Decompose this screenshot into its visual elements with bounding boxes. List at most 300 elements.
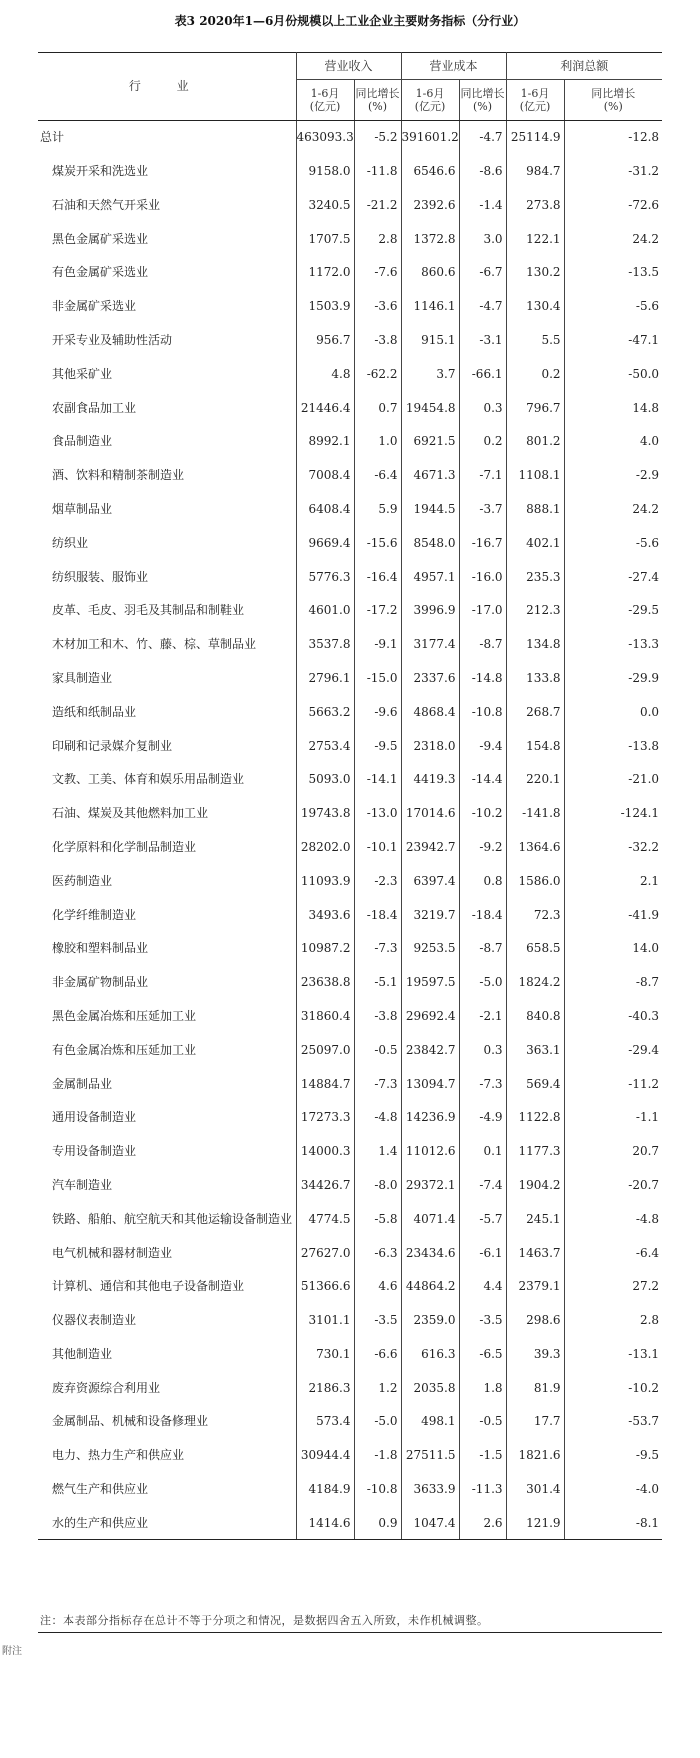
- revenue-growth-cell: -5.8: [354, 1202, 401, 1236]
- cost-cell: 616.3: [401, 1337, 459, 1371]
- industry-name: 黑色金属矿采选业: [52, 231, 149, 246]
- revenue-growth-cell: -9.5: [354, 729, 401, 763]
- cost-cell: 3633.9: [401, 1472, 459, 1506]
- cost-growth-cell: -4.9: [459, 1101, 506, 1135]
- profit-growth-cell: -40.3: [564, 999, 662, 1033]
- cost-header: 营业成本: [401, 53, 506, 80]
- cost-cell: 915.1: [401, 323, 459, 357]
- industry-name: 橡胶和塑料制品业: [52, 941, 149, 956]
- table-row: [38, 188, 662, 222]
- cost-cell: 2337.6: [401, 661, 459, 695]
- table-note: 注：本表部分指标存在总计不等于分项之和情况，是数据四舍五入所致，未作机械调整。: [40, 1614, 489, 1627]
- profit-growth-cell: -41.9: [564, 898, 662, 932]
- industry-name: 纺织服装、服饰业: [52, 569, 149, 584]
- profit-growth-cell: -13.1: [564, 1337, 662, 1371]
- cost-growth-cell: -8.7: [459, 932, 506, 966]
- revenue-growth-cell: 1.0: [354, 425, 401, 459]
- revenue-cell: 17273.3: [296, 1101, 354, 1135]
- cost-growth-cell: -3.1: [459, 323, 506, 357]
- revenue-cell: 5663.2: [296, 695, 354, 729]
- table-row: [38, 1202, 662, 1236]
- revenue-growth-cell: 0.9: [354, 1506, 401, 1540]
- table-row: [38, 425, 662, 459]
- note-divider: [38, 1632, 662, 1633]
- profit-cell: 81.9: [506, 1371, 564, 1405]
- cost-growth-cell: -0.5: [459, 1405, 506, 1439]
- profit-growth-cell: -4.0: [564, 1472, 662, 1506]
- cost-cell: 6921.5: [401, 425, 459, 459]
- table-row: [38, 492, 662, 526]
- table-row: [38, 932, 662, 966]
- profit-cell: 840.8: [506, 999, 564, 1033]
- revenue-growth-cell: -15.0: [354, 661, 401, 695]
- cost-growth-cell: -6.5: [459, 1337, 506, 1371]
- cost-growth-header: [459, 80, 506, 121]
- profit-cell: 72.3: [506, 898, 564, 932]
- industry-name: 造纸和纸制品业: [52, 704, 137, 719]
- sub-header-label: 同比增长 (%): [355, 86, 400, 113]
- industry-name: 农副食品加工业: [52, 400, 137, 415]
- cost-cell: 9253.5: [401, 932, 459, 966]
- revenue-cell: 6408.4: [296, 492, 354, 526]
- cost-cell: 2318.0: [401, 729, 459, 763]
- profit-cell: 121.9: [506, 1506, 564, 1540]
- sub-header-label: 1-6月 (亿元): [519, 86, 551, 113]
- profit-cell: 801.2: [506, 425, 564, 459]
- revenue-cell: 23638.8: [296, 965, 354, 999]
- profit-growth-cell: 2.1: [564, 864, 662, 898]
- profit-cell: 1586.0: [506, 864, 564, 898]
- revenue-growth-cell: -7.6: [354, 256, 401, 290]
- revenue-growth-cell: 2.8: [354, 222, 401, 256]
- profit-cell: 1177.3: [506, 1134, 564, 1168]
- industry-name: 仪器仪表制造业: [52, 1313, 137, 1328]
- industry-name: 有色金属冶炼和压延加工业: [52, 1042, 197, 1057]
- cost-cell: 2392.6: [401, 188, 459, 222]
- profit-growth-cell: 4.0: [564, 425, 662, 459]
- financial-table-container: [38, 52, 662, 1540]
- industry-name: 有色金属矿采选业: [52, 265, 149, 280]
- profit-cell: 134.8: [506, 627, 564, 661]
- table-row: [38, 256, 662, 290]
- cost-growth-cell: -3.5: [459, 1303, 506, 1337]
- profit-cell: 5.5: [506, 323, 564, 357]
- revenue-cell: 14884.7: [296, 1067, 354, 1101]
- profit-cell: 888.1: [506, 492, 564, 526]
- industry-name: 电力、热力生产和供应业: [52, 1448, 185, 1463]
- profit-cell: 2379.1: [506, 1270, 564, 1304]
- industry-name: 金属制品、机械和设备修理业: [52, 1414, 209, 1429]
- cost-cell: 4957.1: [401, 560, 459, 594]
- industry-name: 燃气生产和供应业: [52, 1482, 149, 1497]
- table-row: [38, 864, 662, 898]
- revenue-cell: 27627.0: [296, 1236, 354, 1270]
- table-row: [38, 1101, 662, 1135]
- profit-growth-cell: -29.5: [564, 594, 662, 628]
- revenue-cell: 4.8: [296, 357, 354, 391]
- table-row: [38, 289, 662, 323]
- cost-growth-cell: -9.4: [459, 729, 506, 763]
- table-row: [38, 1472, 662, 1506]
- cost-cell: 1944.5: [401, 492, 459, 526]
- revenue-cell: 30944.4: [296, 1439, 354, 1473]
- profit-growth-cell: -4.8: [564, 1202, 662, 1236]
- profit-cell: 1824.2: [506, 965, 564, 999]
- cost-growth-cell: 0.8: [459, 864, 506, 898]
- sub-header-label: 1-6月 (亿元): [414, 86, 446, 113]
- revenue-growth-cell: -62.2: [354, 357, 401, 391]
- table-row: [38, 627, 662, 661]
- cost-growth-cell: -7.1: [459, 458, 506, 492]
- profit-cell: 402.1: [506, 526, 564, 560]
- revenue-growth-cell: -5.2: [354, 121, 401, 155]
- revenue-cell: 4774.5: [296, 1202, 354, 1236]
- table-row: [38, 357, 662, 391]
- table-row: [38, 1067, 662, 1101]
- revenue-cell: 573.4: [296, 1405, 354, 1439]
- industry-name: 电气机械和器材制造业: [52, 1245, 173, 1260]
- cost-growth-cell: 3.0: [459, 222, 506, 256]
- cost-growth-cell: -18.4: [459, 898, 506, 932]
- revenue-cell: 8992.1: [296, 425, 354, 459]
- revenue-growth-header: [354, 80, 401, 121]
- table-row: [38, 830, 662, 864]
- profit-growth-cell: 27.2: [564, 1270, 662, 1304]
- profit-growth-cell: -21.0: [564, 763, 662, 797]
- cost-cell: 4071.4: [401, 1202, 459, 1236]
- cost-growth-cell: -14.4: [459, 763, 506, 797]
- profit-growth-cell: -12.8: [564, 121, 662, 155]
- industry-name: 化学纤维制造业: [52, 907, 137, 922]
- profit-growth-cell: -10.2: [564, 1371, 662, 1405]
- industry-name: 家具制造业: [52, 670, 113, 685]
- table-row: [38, 1506, 662, 1540]
- profit-cell: 220.1: [506, 763, 564, 797]
- table-row: [38, 222, 662, 256]
- industry-name: 文教、工美、体育和娱乐用品制造业: [52, 772, 245, 787]
- table-body: [38, 121, 662, 1540]
- industry-name: 食品制造业: [52, 434, 113, 449]
- industry-name: 煤炭开采和洗选业: [52, 164, 149, 178]
- table-row: [38, 154, 662, 188]
- table-row: [38, 1033, 662, 1067]
- industry-name: 专用设备制造业: [52, 1144, 137, 1159]
- profit-cell: 122.1: [506, 222, 564, 256]
- cost-cell: 2359.0: [401, 1303, 459, 1337]
- industry-name: 计算机、通信和其他电子设备制造业: [52, 1279, 245, 1294]
- profit-cell: 130.2: [506, 256, 564, 290]
- table-row: [38, 999, 662, 1033]
- profit-cell: 1821.6: [506, 1439, 564, 1473]
- profit-growth-cell: -13.3: [564, 627, 662, 661]
- revenue-cell: 4184.9: [296, 1472, 354, 1506]
- revenue-growth-cell: -15.6: [354, 526, 401, 560]
- revenue-cell: 3240.5: [296, 188, 354, 222]
- table-row: [38, 1439, 662, 1473]
- cost-cell: 23434.6: [401, 1236, 459, 1270]
- revenue-growth-cell: -0.5: [354, 1033, 401, 1067]
- profit-growth-cell: -5.6: [564, 289, 662, 323]
- industry-name: 非金属矿物制品业: [52, 975, 149, 990]
- industry-name: 非金属矿采选业: [52, 299, 137, 314]
- revenue-growth-cell: -10.8: [354, 1472, 401, 1506]
- industry-name: 皮革、毛皮、羽毛及其制品和制鞋业: [52, 603, 245, 618]
- cost-cell: 1372.8: [401, 222, 459, 256]
- table-row: [38, 965, 662, 999]
- profit-cell: 1904.2: [506, 1168, 564, 1202]
- revenue-cell: 3101.1: [296, 1303, 354, 1337]
- profit-cell: 245.1: [506, 1202, 564, 1236]
- industry-name: 金属制品业: [52, 1076, 113, 1091]
- revenue-cell: 31860.4: [296, 999, 354, 1033]
- profit-cell: 984.7: [506, 154, 564, 188]
- profit-cell: 268.7: [506, 695, 564, 729]
- profit-cell: 1364.6: [506, 830, 564, 864]
- table-row: [38, 594, 662, 628]
- industry-name: 化学原料和化学制品制造业: [52, 839, 197, 854]
- profit-growth-cell: -9.5: [564, 1439, 662, 1473]
- revenue-growth-cell: -6.4: [354, 458, 401, 492]
- profit-growth-cell: -8.7: [564, 965, 662, 999]
- profit-growth-cell: 14.0: [564, 932, 662, 966]
- cost-cell: 19454.8: [401, 391, 459, 425]
- industry-name: 印刷和记录媒介复制业: [52, 738, 173, 753]
- cost-growth-cell: -4.7: [459, 289, 506, 323]
- profit-growth-header: [564, 80, 662, 121]
- revenue-growth-cell: -14.1: [354, 763, 401, 797]
- revenue-growth-cell: -18.4: [354, 898, 401, 932]
- revenue-cell: 21446.4: [296, 391, 354, 425]
- revenue-cell: 19743.8: [296, 796, 354, 830]
- table-row: [38, 729, 662, 763]
- industry-name: 石油和天然气开采业: [52, 197, 161, 212]
- table-row: [38, 1236, 662, 1270]
- cost-growth-cell: -6.1: [459, 1236, 506, 1270]
- cost-cell: 29692.4: [401, 999, 459, 1033]
- revenue-cell: 34426.7: [296, 1168, 354, 1202]
- profit-growth-cell: -47.1: [564, 323, 662, 357]
- revenue-growth-cell: -3.8: [354, 323, 401, 357]
- revenue-growth-cell: -5.0: [354, 1405, 401, 1439]
- revenue-cell: 25097.0: [296, 1033, 354, 1067]
- profit-growth-cell: -11.2: [564, 1067, 662, 1101]
- table-row: [38, 1168, 662, 1202]
- profit-growth-cell: 2.8: [564, 1303, 662, 1337]
- sub-header-label: 同比增长 (%): [460, 86, 505, 113]
- profit-cell: 658.5: [506, 932, 564, 966]
- revenue-growth-cell: -17.2: [354, 594, 401, 628]
- revenue-growth-cell: -11.8: [354, 154, 401, 188]
- revenue-cell: 14000.3: [296, 1134, 354, 1168]
- cost-growth-cell: 0.3: [459, 1033, 506, 1067]
- profit-cell: 1463.7: [506, 1236, 564, 1270]
- cost-growth-cell: 1.8: [459, 1371, 506, 1405]
- profit-cell: 133.8: [506, 661, 564, 695]
- profit-growth-cell: -31.2: [564, 154, 662, 188]
- profit-growth-cell: 14.8: [564, 391, 662, 425]
- cost-growth-cell: -17.0: [459, 594, 506, 628]
- profit-growth-cell: 24.2: [564, 492, 662, 526]
- revenue-growth-cell: -13.0: [354, 796, 401, 830]
- revenue-growth-cell: -21.2: [354, 188, 401, 222]
- cost-growth-cell: -66.1: [459, 357, 506, 391]
- cost-growth-cell: -10.2: [459, 796, 506, 830]
- revenue-growth-cell: 0.7: [354, 391, 401, 425]
- cost-growth-cell: -2.1: [459, 999, 506, 1033]
- profit-cell: -141.8: [506, 796, 564, 830]
- industry-name: 木材加工和木、竹、藤、棕、草制品业: [52, 637, 257, 652]
- cost-cell: 14236.9: [401, 1101, 459, 1135]
- profit-cell: 363.1: [506, 1033, 564, 1067]
- revenue-cell: 10987.2: [296, 932, 354, 966]
- sub-header-label: 1-6月 (亿元): [309, 86, 341, 113]
- table-row: [38, 763, 662, 797]
- cost-growth-cell: 0.3: [459, 391, 506, 425]
- total-row: [38, 121, 662, 155]
- cost-cell: 23942.7: [401, 830, 459, 864]
- industry-name: 其他制造业: [52, 1346, 113, 1361]
- cost-growth-cell: -16.7: [459, 526, 506, 560]
- cost-growth-cell: -9.2: [459, 830, 506, 864]
- revenue-growth-cell: -6.3: [354, 1236, 401, 1270]
- revenue-growth-cell: 5.9: [354, 492, 401, 526]
- profit-cell: 0.2: [506, 357, 564, 391]
- cost-cell: 17014.6: [401, 796, 459, 830]
- revenue-growth-cell: -3.5: [354, 1303, 401, 1337]
- table-row: [38, 560, 662, 594]
- profit-cell: 796.7: [506, 391, 564, 425]
- revenue-cell: 1707.5: [296, 222, 354, 256]
- revenue-cell: 28202.0: [296, 830, 354, 864]
- cost-cell: 23842.7: [401, 1033, 459, 1067]
- revenue-cell: 463093.3: [296, 121, 354, 155]
- revenue-growth-cell: -9.1: [354, 627, 401, 661]
- cost-cell: 2035.8: [401, 1371, 459, 1405]
- cost-growth-cell: -8.7: [459, 627, 506, 661]
- revenue-cell: 7008.4: [296, 458, 354, 492]
- cost-cell: 4419.3: [401, 763, 459, 797]
- cost-growth-cell: -7.4: [459, 1168, 506, 1202]
- industry-name: 医药制造业: [52, 873, 113, 888]
- profit-cell: 39.3: [506, 1337, 564, 1371]
- revenue-cell: 5776.3: [296, 560, 354, 594]
- profit-cell: 17.7: [506, 1405, 564, 1439]
- revenue-cell: 956.7: [296, 323, 354, 357]
- cost-growth-cell: -6.7: [459, 256, 506, 290]
- cost-growth-cell: -5.0: [459, 965, 506, 999]
- profit-cell: 298.6: [506, 1303, 564, 1337]
- cost-growth-cell: -1.4: [459, 188, 506, 222]
- profit-cell: 301.4: [506, 1472, 564, 1506]
- table-row: [38, 526, 662, 560]
- cost-cell: 391601.2: [401, 121, 459, 155]
- cost-cell: 498.1: [401, 1405, 459, 1439]
- industry-name: 黑色金属冶炼和压延加工业: [52, 1008, 197, 1023]
- cost-growth-cell: -7.3: [459, 1067, 506, 1101]
- profit-growth-cell: -29.4: [564, 1033, 662, 1067]
- revenue-growth-cell: 1.4: [354, 1134, 401, 1168]
- table-header: [38, 53, 662, 121]
- revenue-growth-cell: -8.0: [354, 1168, 401, 1202]
- sub-header-label: 同比增长 (%): [591, 86, 636, 113]
- revenue-amount-header: [296, 80, 354, 121]
- revenue-cell: 1172.0: [296, 256, 354, 290]
- cost-growth-cell: -3.7: [459, 492, 506, 526]
- revenue-cell: 730.1: [296, 1337, 354, 1371]
- industry-name: 石油、煤炭及其他燃料加工业: [52, 806, 209, 821]
- profit-growth-cell: -6.4: [564, 1236, 662, 1270]
- cost-growth-cell: -10.8: [459, 695, 506, 729]
- table-row: [38, 1371, 662, 1405]
- profit-growth-cell: -27.4: [564, 560, 662, 594]
- industry-name: 开采专业及辅助性活动: [52, 332, 173, 347]
- revenue-growth-cell: 4.6: [354, 1270, 401, 1304]
- profit-growth-cell: -1.1: [564, 1101, 662, 1135]
- profit-cell: 569.4: [506, 1067, 564, 1101]
- cost-cell: 4671.3: [401, 458, 459, 492]
- industry-name: 废弃资源综合利用业: [52, 1380, 161, 1395]
- cost-growth-cell: 4.4: [459, 1270, 506, 1304]
- table-row: [38, 796, 662, 830]
- profit-growth-cell: -124.1: [564, 796, 662, 830]
- cost-cell: 1047.4: [401, 1506, 459, 1540]
- profit-cell: 1108.1: [506, 458, 564, 492]
- revenue-cell: 2796.1: [296, 661, 354, 695]
- revenue-cell: 2753.4: [296, 729, 354, 763]
- table-row: [38, 695, 662, 729]
- industry-name: 酒、饮料和精制茶制造业: [52, 468, 185, 483]
- revenue-growth-cell: -5.1: [354, 965, 401, 999]
- profit-growth-cell: -13.5: [564, 256, 662, 290]
- cost-growth-cell: -11.3: [459, 1472, 506, 1506]
- cost-growth-cell: -1.5: [459, 1439, 506, 1473]
- cost-cell: 19597.5: [401, 965, 459, 999]
- cost-growth-cell: -4.7: [459, 121, 506, 155]
- revenue-cell: 1503.9: [296, 289, 354, 323]
- profit-cell: 235.3: [506, 560, 564, 594]
- cost-cell: 3996.9: [401, 594, 459, 628]
- cost-growth-cell: -16.0: [459, 560, 506, 594]
- revenue-growth-cell: -3.8: [354, 999, 401, 1033]
- table-row: [38, 661, 662, 695]
- cost-cell: 11012.6: [401, 1134, 459, 1168]
- profit-growth-cell: -32.2: [564, 830, 662, 864]
- cost-cell: 6397.4: [401, 864, 459, 898]
- profit-cell: 25114.9: [506, 121, 564, 155]
- profit-growth-cell: -53.7: [564, 1405, 662, 1439]
- profit-cell: 130.4: [506, 289, 564, 323]
- table-row: [38, 1270, 662, 1304]
- profit-cell: 273.8: [506, 188, 564, 222]
- cost-cell: 8548.0: [401, 526, 459, 560]
- revenue-growth-cell: -10.1: [354, 830, 401, 864]
- industry-name: 通用设备制造业: [52, 1110, 137, 1125]
- cost-growth-cell: 2.6: [459, 1506, 506, 1540]
- industry-header: 行 业: [38, 53, 296, 121]
- table-row: [38, 1134, 662, 1168]
- revenue-growth-cell: -9.6: [354, 695, 401, 729]
- table-row: [38, 1337, 662, 1371]
- industry-name: 烟草制品业: [52, 501, 113, 516]
- revenue-growth-cell: -3.6: [354, 289, 401, 323]
- financial-indicators-table: [38, 52, 662, 1540]
- profit-growth-cell: -8.1: [564, 1506, 662, 1540]
- revenue-cell: 9669.4: [296, 526, 354, 560]
- cost-cell: 3177.4: [401, 627, 459, 661]
- profit-growth-cell: -50.0: [564, 357, 662, 391]
- profit-header: 利润总额: [506, 53, 662, 80]
- table-title: 表3 2020年1—6月份规模以上工业企业主要财务指标（分行业）: [174, 14, 526, 28]
